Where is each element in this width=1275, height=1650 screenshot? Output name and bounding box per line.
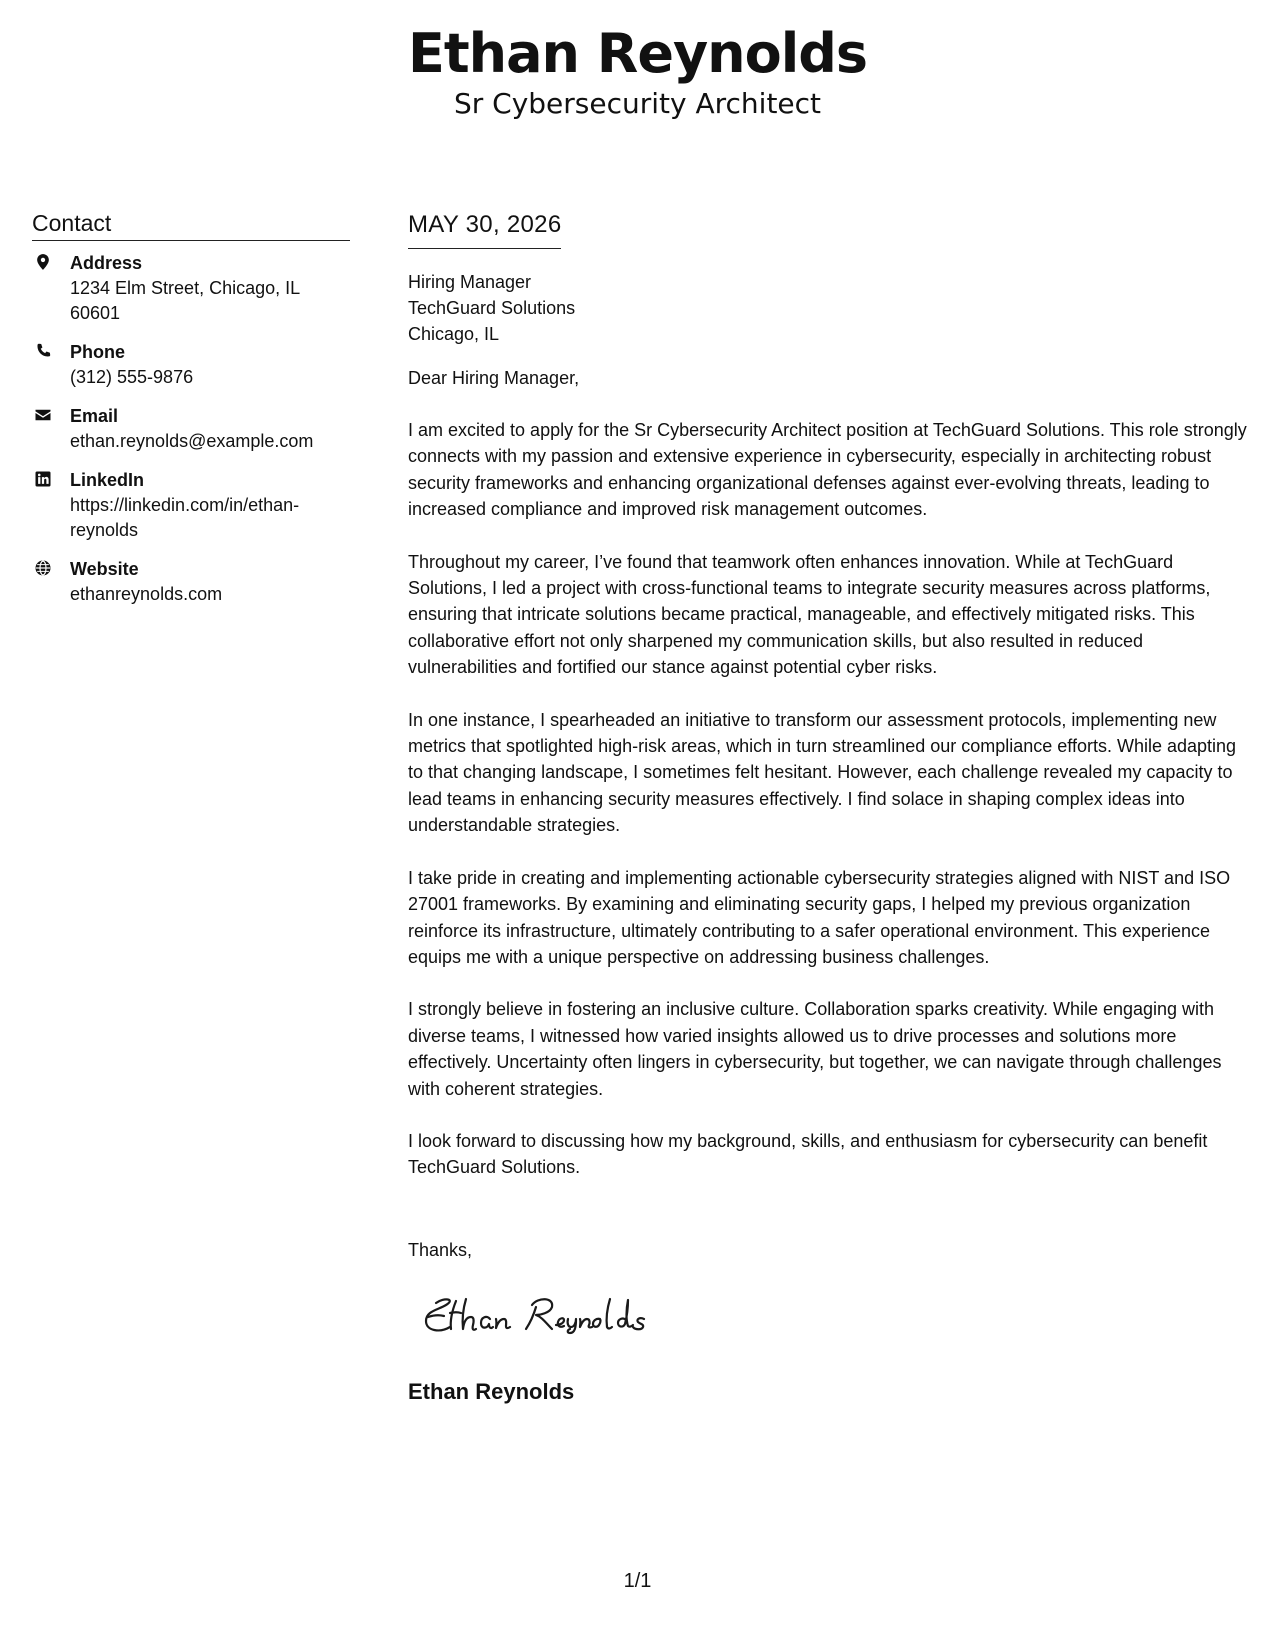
contact-value: https://linkedin.com/in/ethan-reynolds (70, 495, 300, 540)
contact-item-address (32, 251, 350, 326)
envelope-icon (34, 406, 52, 424)
page-number: 1/1 (623, 1570, 652, 1592)
phone-icon (34, 342, 52, 360)
recipient-block (408, 269, 1254, 347)
handwritten-signature (420, 1291, 660, 1343)
contact-label: Website (70, 559, 139, 579)
linkedin-icon (34, 470, 52, 488)
location-pin-icon (34, 253, 52, 271)
applicant-role: Sr Cybersecurity Architect (453, 87, 822, 120)
contact-value: 1234 Elm Street, Chicago, IL 60601 (70, 278, 300, 323)
letter-header (0, 22, 1275, 122)
body-paragraph: I am excited to apply for the Sr Cybersecurity Architect position at TechGuard Solutions. This role strongly connects with my passion and extensive experience in cybersecurity, especially in architecting robust security frameworks and enhancing organizational defenses against ever-evolving threats, leading to increased compliance and improved risk management outcomes. (408, 420, 1247, 520)
contact-item-email (32, 404, 350, 454)
body-paragraph: I look forward to discussing how my background, skills, and enthusiasm for cybersecurity can benefit TechGuard Solutions. (408, 1130, 1208, 1178)
contact-value: ethan.reynolds@example.com (70, 431, 314, 451)
body-paragraph: In one instance, I spearheaded an initiative to transform our assessment protocols, implementing new metrics that spotlighted high-risk areas, which in turn streamlined our compliance efforts. While adapting to that changing landscape, I sometimes felt hesitant. However, each challenge revealed my capacity to lead teams in enhancing security measures effectively. I find solace in shaping complex ideas into understandable strategies. (408, 709, 1237, 836)
contact-label: Email (70, 406, 119, 426)
body-paragraph: I strongly believe in fostering an inclusive culture. Collaboration sparks creativity. While engaging with diverse teams, I witnessed how varied insights allowed us to drive processes and solutions more effectively. Uncertainty often lingers in cybersecurity, but together, we can navigate through challenges with coherent strategies. (408, 999, 1222, 1099)
contact-list (32, 251, 350, 607)
contact-value: (312) 555-9876 (70, 367, 194, 387)
salutation: Dear Hiring Manager, (408, 368, 580, 388)
contact-value: ethanreynolds.com (70, 584, 223, 604)
contact-heading: Contact (32, 208, 350, 241)
recipient-company: TechGuard Solutions (408, 298, 576, 318)
body-paragraph: I take pride in creating and implementing actionable cybersecurity strategies aligned with NIST and ISO 27001 frameworks. By examining and eliminating security gaps, I helped my previous organization reinforce its infrastructure, ultimately contributing to a safer operational environment. This experience equips me with a unique perspective on addressing business challenges. (408, 867, 1231, 967)
recipient-title: Hiring Manager (408, 272, 532, 292)
recipient-location: Chicago, IL (408, 324, 500, 344)
date-block (408, 208, 561, 249)
contact-label: Phone (70, 342, 126, 362)
contact-item-linkedin (32, 468, 350, 543)
contact-sidebar (32, 208, 350, 621)
letter-date: MAY 30, 2026 (408, 211, 562, 238)
globe-icon (34, 559, 52, 577)
contact-item-phone (32, 340, 350, 390)
body-paragraph: Throughout my career, I’ve found that teamwork often enhances innovation. While at TechGuard Solutions, I led a project with cross-functional teams to integrate security measures across platforms, ensuring that intricate solutions became practical, manageable, and effectively mitigated risks. This collaborative effort not only sharpened my communication skills, but also resulted in reduced vulnerabilities and fortified our stance against potential cyber risks. (408, 551, 1211, 678)
contact-label: Address (70, 253, 143, 273)
letter-body (408, 208, 1254, 1406)
closing-line: Thanks, (408, 1239, 473, 1260)
signer-name: Ethan Reynolds (408, 1378, 575, 1404)
applicant-name: Ethan Reynolds (407, 22, 868, 85)
contact-item-website (32, 557, 350, 607)
contact-label: LinkedIn (70, 470, 145, 490)
